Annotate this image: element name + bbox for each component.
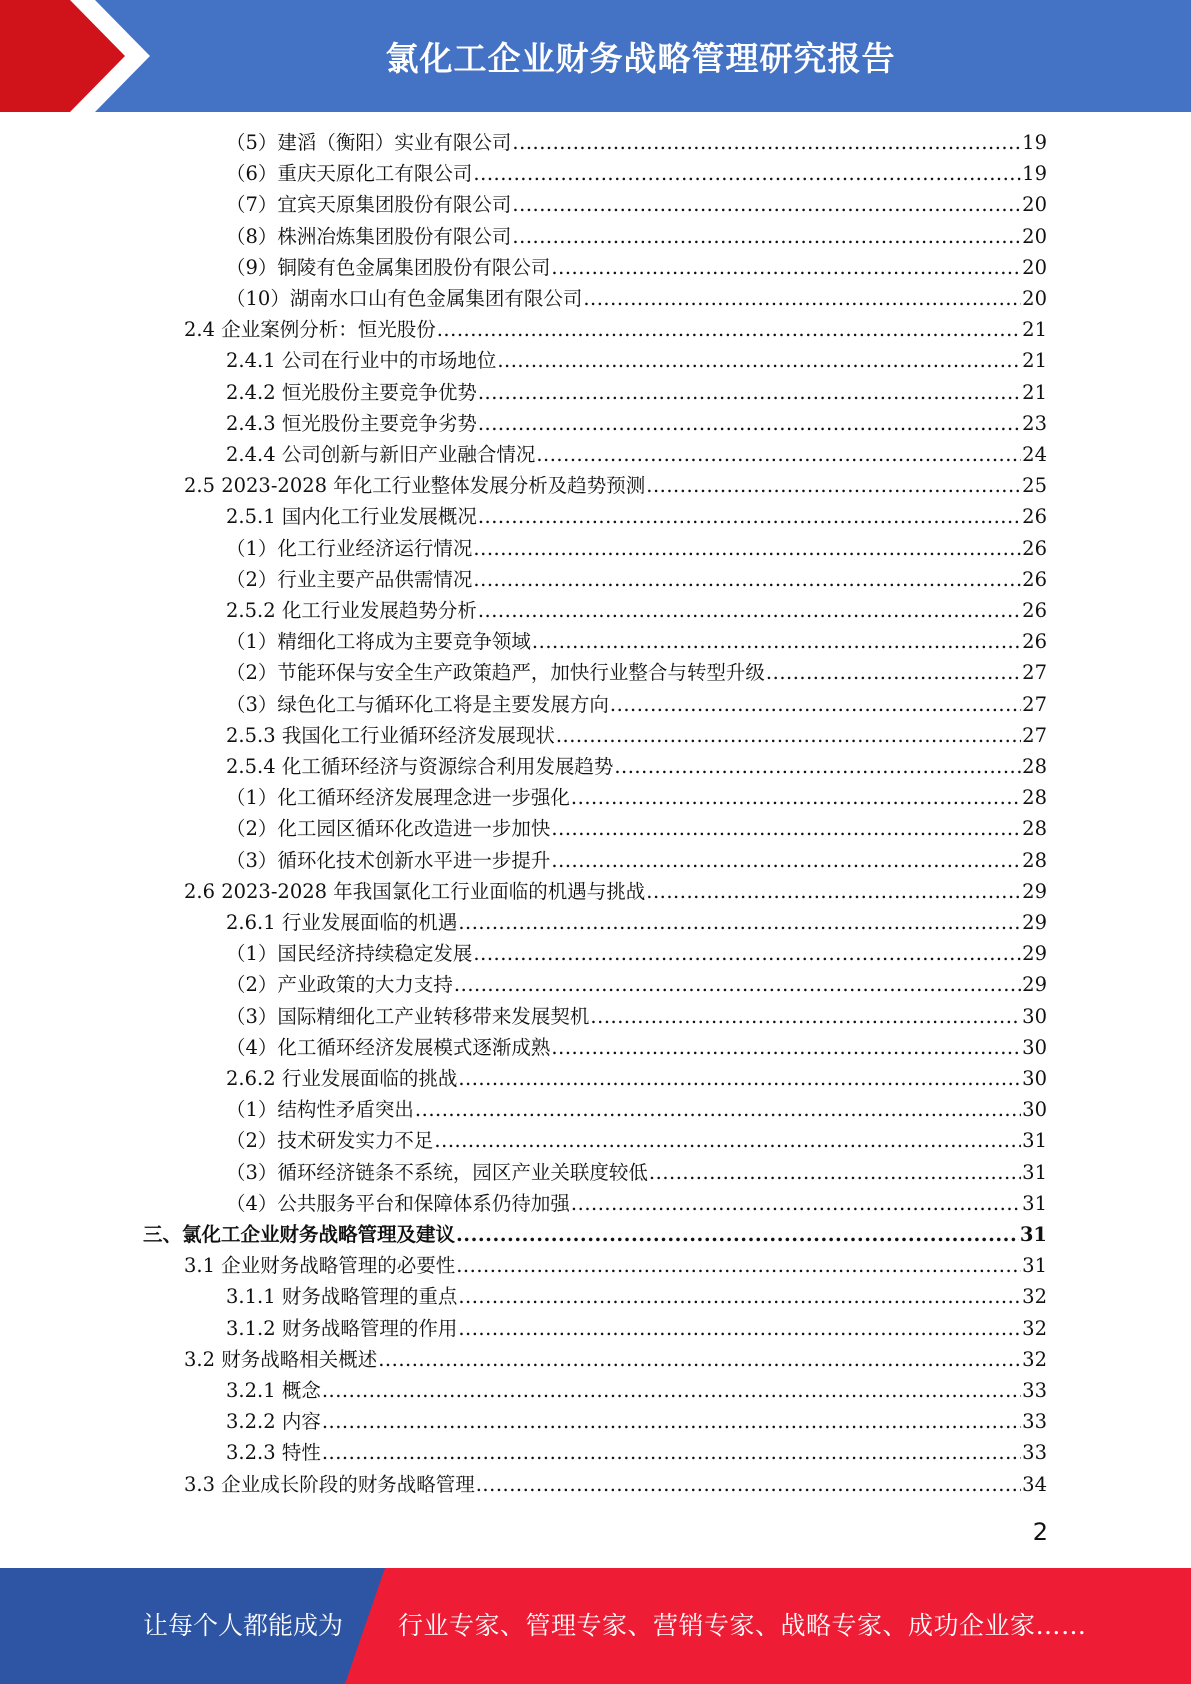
- toc-dot-leader: [415, 1094, 1021, 1125]
- toc-entry-title: 3.1.2 财务战略管理的作用: [226, 1316, 458, 1340]
- toc-dot-leader: [322, 1406, 1021, 1437]
- toc-dot-leader: [456, 1250, 1021, 1281]
- toc-entry-title: 2.5 2023-2028 年化工行业整体发展分析及趋势预测: [184, 474, 646, 498]
- toc-entry[interactable]: [226, 782, 1047, 813]
- toc-entry-title: 3.2 财务战略相关概述: [184, 1347, 378, 1371]
- toc-entry-page: 27: [1022, 723, 1047, 747]
- toc-entry-page: 31: [1022, 1160, 1047, 1184]
- toc-entry-title: （7）宜宾天原集团股份有限公司: [226, 193, 512, 217]
- toc-entry-page: 29: [1022, 942, 1047, 966]
- toc-dot-leader: [476, 1469, 1021, 1500]
- toc-dot-leader: [532, 626, 1021, 657]
- toc-entry-title: 2.4.1 公司在行业中的市场地位: [226, 349, 497, 373]
- toc-entry[interactable]: [184, 1344, 1047, 1375]
- toc-entry-page: 25: [1022, 474, 1047, 498]
- toc-entry-page: 26: [1022, 505, 1047, 529]
- page-number: 2: [1032, 1518, 1048, 1546]
- toc-entry[interactable]: [226, 127, 1047, 158]
- toc-entry-title: 2.5.1 国内化工行业发展概况: [226, 505, 477, 529]
- toc-dot-leader: [478, 377, 1021, 408]
- toc-entry-title: （2）行业主要产品供需情况: [226, 567, 473, 591]
- toc-entry[interactable]: [184, 876, 1047, 907]
- toc-dot-leader: [322, 1375, 1021, 1406]
- toc-dot-leader: [536, 439, 1021, 470]
- toc-entry[interactable]: [226, 1281, 1047, 1312]
- toc-dot-leader: [473, 938, 1021, 969]
- toc-entry[interactable]: [226, 377, 1047, 408]
- toc-entry[interactable]: [226, 1094, 1047, 1125]
- toc-entry[interactable]: [226, 1001, 1047, 1032]
- toc-entry-title: 2.4.2 恒光股份主要竞争优势: [226, 380, 477, 404]
- toc-entry[interactable]: [226, 439, 1047, 470]
- toc-entry-page: 31: [1022, 1191, 1047, 1215]
- toc-dot-leader: [458, 1313, 1021, 1344]
- toc-entry-title: 3.1 企业财务战略管理的必要性: [184, 1254, 456, 1278]
- toc-entry-page: 26: [1022, 630, 1047, 654]
- toc-entry-title: （3）绿色化工与循环化工将是主要发展方向: [226, 692, 609, 716]
- toc-dot-leader: [454, 969, 1021, 1000]
- toc-dot-leader: [556, 720, 1021, 751]
- toc-entry-page: 27: [1022, 692, 1047, 716]
- toc-entry-title: 三、氯化工企业财务战略管理及建议: [143, 1223, 456, 1246]
- toc-entry[interactable]: [226, 189, 1047, 220]
- toc-entry-title: （3）国际精细化工产业转移带来发展契机: [226, 1004, 590, 1028]
- toc-entry[interactable]: [226, 1157, 1047, 1188]
- toc-dot-leader: [646, 470, 1021, 501]
- toc-dot-leader: [458, 1281, 1021, 1312]
- toc-dot-leader: [583, 283, 1021, 314]
- toc-dot-leader: [614, 751, 1021, 782]
- toc-entry-page: 30: [1022, 1067, 1047, 1090]
- footer-tagline: 行业专家、管理专家、营销专家、战略专家、成功企业家……: [398, 1611, 1087, 1640]
- toc-entry-title: 2.5.3 我国化工行业循环经济发展现状: [226, 723, 555, 747]
- toc-dot-leader: [322, 1437, 1021, 1468]
- toc-dot-leader: [551, 845, 1021, 876]
- toc-dot-leader: [766, 657, 1021, 688]
- toc-entry-title: 2.4.3 恒光股份主要竞争劣势: [226, 411, 477, 435]
- toc-entry-title: （4）化工循环经济发展模式逐渐成熟: [226, 1035, 551, 1059]
- toc-entry[interactable]: [184, 1469, 1047, 1500]
- toc-entry-page: 26: [1022, 536, 1047, 560]
- toc-entry-page: 33: [1022, 1441, 1047, 1465]
- toc-dot-leader: [378, 1344, 1021, 1375]
- toc-entry-page: 20: [1022, 193, 1047, 217]
- toc-entry-page: 31: [1019, 1223, 1047, 1246]
- toc-dot-leader: [551, 1032, 1021, 1063]
- toc-entry[interactable]: [226, 533, 1047, 564]
- toc-entry[interactable]: [226, 221, 1047, 252]
- toc-dot-leader: [512, 127, 1021, 158]
- toc-entry-title: （2）节能环保与安全生产政策趋严，加快行业整合与转型升级: [226, 661, 765, 685]
- toc-entry-page: 29: [1022, 973, 1047, 997]
- toc-entry-page: 34: [1022, 1472, 1047, 1496]
- toc-entry-title: （2）技术研发实力不足: [226, 1129, 434, 1153]
- toc-entry-page: 28: [1022, 755, 1047, 778]
- toc-entry[interactable]: [226, 1406, 1047, 1437]
- toc-entry-title: （9）铜陵有色金属集团股份有限公司: [226, 255, 551, 279]
- toc-dot-leader: [551, 252, 1021, 283]
- toc-entry-page: 20: [1022, 287, 1047, 310]
- toc-dot-leader: [458, 1063, 1021, 1094]
- toc-entry[interactable]: [226, 751, 1047, 782]
- toc-dot-leader: [473, 564, 1021, 595]
- toc-entry[interactable]: [184, 1250, 1047, 1281]
- toc-entry[interactable]: [226, 501, 1047, 532]
- toc-entry[interactable]: [226, 408, 1047, 439]
- toc-entry-title: 3.2.1 概念: [226, 1379, 321, 1402]
- toc-entry-page: 30: [1022, 1098, 1047, 1122]
- toc-dot-leader: [571, 782, 1021, 813]
- toc-entry-page: 32: [1022, 1347, 1047, 1371]
- toc-entry-page: 28: [1022, 817, 1047, 841]
- toc-entry-title: （1）结构性矛盾突出: [226, 1098, 414, 1122]
- toc-entry-title: （3）循环化技术创新水平进一步提升: [226, 848, 551, 872]
- toc-entry[interactable]: [226, 1125, 1047, 1156]
- toc-entry-page: 21: [1022, 318, 1047, 342]
- toc-entry-page: 32: [1022, 1316, 1047, 1340]
- toc-dot-leader: [551, 813, 1021, 844]
- toc-entry-title: （2）化工园区循环化改造进一步加快: [226, 817, 551, 841]
- toc-dot-leader: [458, 907, 1021, 938]
- report-title: 氯化工企业财务战略管理研究报告: [385, 38, 896, 78]
- toc-entry[interactable]: [226, 938, 1047, 969]
- toc-entry-page: 26: [1022, 567, 1047, 591]
- toc-entry[interactable]: [226, 1313, 1047, 1344]
- toc-entry-title: 2.5.4 化工循环经济与资源综合利用发展趋势: [226, 755, 614, 778]
- toc-entry-page: 27: [1022, 661, 1047, 685]
- toc-dot-leader: [590, 1001, 1021, 1032]
- toc-entry[interactable]: [226, 1188, 1047, 1219]
- toc-entry[interactable]: [226, 969, 1047, 1000]
- toc-entry-page: 20: [1022, 255, 1047, 279]
- toc-dot-leader: [473, 533, 1021, 564]
- toc-dot-leader: [649, 1157, 1021, 1188]
- toc-entry-title: （3）循环经济链条不系统，园区产业关联度较低: [226, 1160, 648, 1184]
- toc-entry[interactable]: [184, 470, 1047, 501]
- toc-dot-leader: [497, 345, 1021, 376]
- toc-entry[interactable]: [226, 1437, 1047, 1468]
- toc-entry-title: （5）建滔（衡阳）实业有限公司: [226, 131, 512, 154]
- toc-entry-page: 31: [1022, 1129, 1047, 1153]
- toc-entry[interactable]: [226, 689, 1047, 720]
- toc-entry[interactable]: [226, 845, 1047, 876]
- toc-entry-title: （1）精细化工将成为主要竞争领域: [226, 630, 531, 654]
- toc-entry-title: 2.4 企业案例分析：恒光股份: [184, 318, 436, 342]
- toc-entry-title: 3.3 企业成长阶段的财务战略管理: [184, 1472, 475, 1496]
- toc-entry-page: 24: [1022, 443, 1047, 466]
- toc-dot-leader: [473, 158, 1021, 189]
- toc-entry-title: 2.6.2 行业发展面临的挑战: [226, 1067, 458, 1090]
- toc-entry-page: 19: [1022, 131, 1047, 154]
- toc-entry-title: （1）化工行业经济运行情况: [226, 536, 473, 560]
- toc-dot-leader: [456, 1219, 1019, 1250]
- toc-entry[interactable]: [226, 158, 1047, 189]
- toc-entry[interactable]: [143, 1219, 1047, 1250]
- toc-entry-page: 32: [1022, 1285, 1047, 1309]
- toc-entry[interactable]: [226, 1063, 1047, 1094]
- toc-entry[interactable]: [226, 657, 1047, 688]
- toc-entry-title: （8）株洲冶炼集团股份有限公司: [226, 224, 512, 248]
- toc-entry-title: （10）湖南水口山有色金属集团有限公司: [226, 287, 583, 310]
- toc-entry-page: 26: [1022, 599, 1047, 622]
- toc-entry[interactable]: [226, 283, 1047, 314]
- toc-entry-page: 29: [1022, 911, 1047, 934]
- toc-entry-title: 2.5.2 化工行业发展趋势分析: [226, 599, 477, 622]
- toc-entry-title: 2.6.1 行业发展面临的机遇: [226, 911, 458, 934]
- toc-entry-page: 29: [1022, 879, 1047, 903]
- toc-dot-leader: [437, 314, 1021, 345]
- toc-entry[interactable]: [226, 595, 1047, 626]
- toc-entry-title: （1）国民经济持续稳定发展: [226, 942, 473, 966]
- toc-entry-title: （1）化工循环经济发展理念进一步强化: [226, 786, 570, 810]
- toc-dot-leader: [571, 1188, 1021, 1219]
- toc-entry[interactable]: [226, 252, 1047, 283]
- toc-entry-page: 23: [1022, 411, 1047, 435]
- toc-dot-leader: [478, 408, 1021, 439]
- toc-entry[interactable]: [226, 907, 1047, 938]
- toc-entry[interactable]: [226, 1032, 1047, 1063]
- toc-entry[interactable]: [226, 1375, 1047, 1406]
- toc-entry-page: 20: [1022, 224, 1047, 248]
- toc-entry-page: 31: [1022, 1254, 1047, 1278]
- toc-dot-leader: [434, 1125, 1021, 1156]
- toc-dot-leader: [478, 501, 1021, 532]
- toc-dot-leader: [512, 189, 1021, 220]
- toc-entry[interactable]: [226, 626, 1047, 657]
- toc-entry-title: 3.2.2 内容: [226, 1410, 321, 1434]
- toc-entry[interactable]: [226, 345, 1047, 376]
- toc-entry-title: 3.2.3 特性: [226, 1441, 321, 1465]
- toc-entry[interactable]: [226, 720, 1047, 751]
- toc-entry[interactable]: [226, 813, 1047, 844]
- toc-dot-leader: [478, 595, 1021, 626]
- page-footer: [0, 1568, 1191, 1684]
- toc-entry-title: 2.4.4 公司创新与新旧产业融合情况: [226, 443, 536, 466]
- toc-entry-page: 19: [1022, 162, 1047, 186]
- toc-entry-page: 21: [1022, 349, 1047, 373]
- toc-entry-title: （2）产业政策的大力支持: [226, 973, 453, 997]
- toc-entry[interactable]: [184, 314, 1047, 345]
- toc-entry-page: 33: [1022, 1410, 1047, 1434]
- toc-dot-leader: [512, 221, 1021, 252]
- toc-entry-page: 30: [1022, 1004, 1047, 1028]
- toc-entry[interactable]: [226, 564, 1047, 595]
- toc-dot-leader: [646, 876, 1021, 907]
- toc-entry-title: （4）公共服务平台和保障体系仍待加强: [226, 1191, 570, 1215]
- page-header: [0, 0, 1191, 112]
- toc-entry-page: 28: [1022, 848, 1047, 872]
- footer-slogan: 让每个人都能成为: [143, 1611, 344, 1640]
- toc-entry-title: 2.6 2023-2028 年我国氯化工行业面临的机遇与挑战: [184, 879, 646, 903]
- toc-entry-title: 3.1.1 财务战略管理的重点: [226, 1285, 458, 1309]
- toc-entry-page: 21: [1022, 380, 1047, 404]
- toc-entry-title: （6）重庆天原化工有限公司: [226, 162, 473, 186]
- toc-entry-page: 33: [1022, 1379, 1047, 1402]
- toc-entry-page: 28: [1022, 786, 1047, 810]
- toc-dot-leader: [610, 689, 1021, 720]
- toc-entry-page: 30: [1022, 1035, 1047, 1059]
